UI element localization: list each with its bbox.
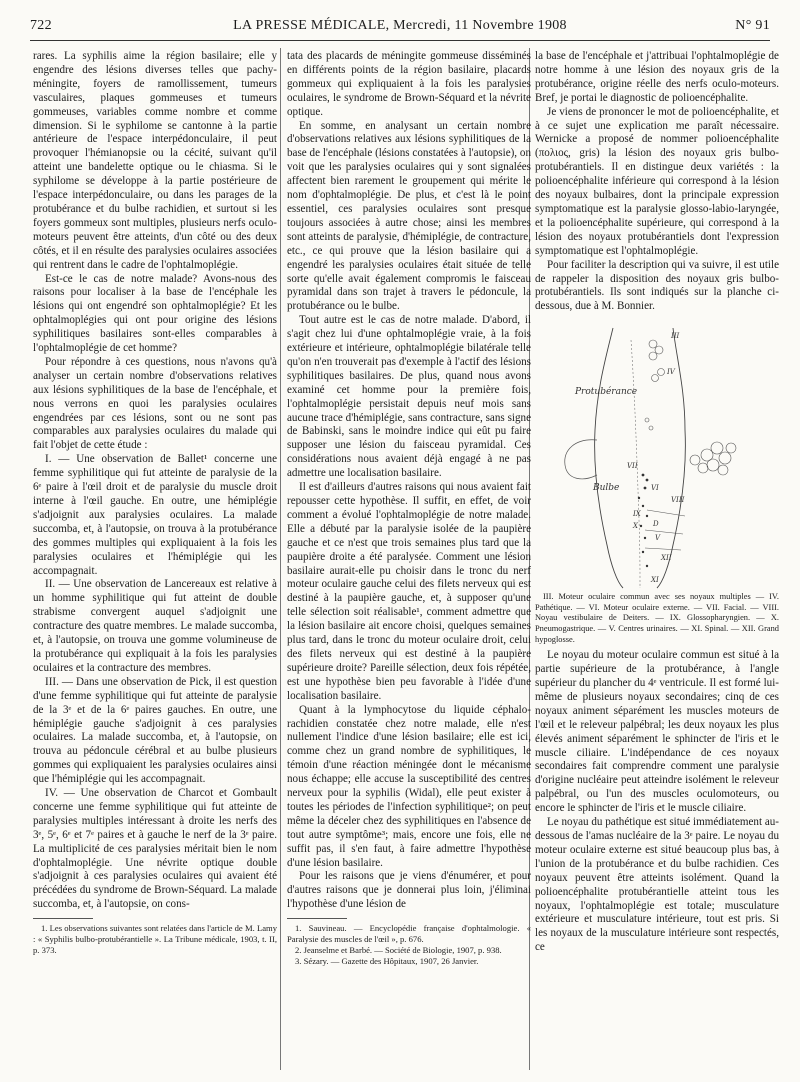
paragraph: Le noyau du pathétique est situé immédiatement au-dessous de l'amas nucléaire de la 3ᵉ paire. Le noyau du moteur oculaire externe est situé beaucoup plus bas, à l'union de la protubérance et du bulbe rachidien. Ces noyaux peuvent être atteints isolément. Quand la polioencéphalite protubérantielle atteint tous les noyaux, l'ophtalmoplégie est totale; musculature extérieure et musculature intérieure, tout est pris. Si les noyaux de la musculature intérieure sont respectés, ce [535,816,779,954]
roman-numeral: XII [661,554,672,563]
paragraph: En somme, en analysant un certain nombre d'observations relatives aux lésions syphilitiques de la base de l'encéphale (lésions constatées à l'autopsie), on voit que les paralysies oculaires qui y sont signalées affectent bien rarement le groupement qui mérite le nom d'ophtalmoplégie. De plus, et c'est là le point essentiel, ces paralysies oculaires sont presque toujours associées à autre chose; ainsi les membres sont atteints de paralysie, d'hémiplégie, de contracture, etc., ce qui prouve que la lésion basilaire qui a engendré les paralysies oculaires était située de telle sorte qu'elle avait également compromis le faisceau pyramidal dans son trajet à travers le pédoncule, la protubérance ou le bulbe. [287,119,531,313]
footnote: 1. Les observations suivantes sont relatées dans l'article de M. Lamy : « Syphilis bulbo-protubérantielle ». La Tribune médicale, 1903, t. II, p. 373. [33,923,277,956]
roman-numeral: V [655,534,661,543]
roman-numeral: VIII [671,496,685,505]
paragraph: Pour les raisons que je viens d'énumérer, et pour d'autres raisons que je donnerai plus loin, j'éliminai l'hypothèse d'une lésion de [287,870,531,911]
roman-numeral: III [671,332,680,341]
column-divider-1 [280,48,281,1070]
roman-numeral: IV [667,368,675,377]
roman-numeral: XI [651,576,659,585]
journal-title: LA PRESSE MÉDICALE, Mercredi, 11 Novembre 1908 [233,18,567,33]
paragraph: Je viens de prononcer le mot de polioencéphalite, et à ce sujet une explication me paraît nécessaire. Wernicke a proposé de nommer polioencéphalite (πολιος, gris) la lésion des noyaux gris bulbo-protubérantiels. Il en distingue deux variétés : la polioencéphalite inférieure qui correspond à la lésion des noyaux bulbaires, dont la principale expression symptomatique est la paralysie glosso-labio-laryngée, et la polioencéphalite supérieure, qui correspond à la lésion des noyaux protubérantiels dont l'expression symptomatique est l'ophtalmoplégie. [535,105,779,257]
paragraph: rares. La syphilis aime la région basilaire; elle y engendre des lésions diverses telles que pachy-méningite, foyers de ramollissement, tumeurs vasculaires, plaques gommeuses et tumeurs gommeuses, variables comme nombre et comme dimension. Si le syphilome se cantonne à la partie antérieure de l'espace interpédonculaire, il peut provoquer l'hémianopsie ou la cécité, suivant qu'il atteint une bandelette optique ou le chiasma. Si le syphilome se développe à la partie postérieure de l'espace interpédonculaire, ou dans les parages de la protubérance et du bulbe rachidien, et surtout si les foyers gommeux sont multiples, plusieurs nerfs oculo-moteurs peuvent être atteints, d'un côté ou des deux côtés, et il en résulte des paralysies oculaires associées qui rentrent dans le cadre de l'ophtalmoplégie. [33,50,277,271]
roman-numeral: VII [627,462,638,471]
label-protuberance: Protubérance [575,387,638,398]
footnote: 1. Sauvineau. — Encyclopédie française d'ophtalmologie. « Paralysie des muscles de l'œil », p. 676. [287,923,531,945]
paragraph: Le noyau du moteur oculaire commun est situé à la partie supérieure de la protubérance, à l'angle supérieur du plancher du 4ᵉ ventricule. Il est formé lui-même de plusieurs noyaux secondaires; cinq de ces noyaux animent séparément les muscles moteurs de l'œil et le releveur palpébral; les deux noyaux les plus élevés animent séparément le sphincter de l'iris et le muscle ciliaire. L'indépendance de ces noyaux secondaires fait comprendre comment une paralysie d'origine nucléaire peut atteindre isolément le releveur palpébral, ou l'un des muscles oculomoteurs, ou encore le sphincter de l'iris et le muscle ciliaire. [535,649,779,815]
column-1 [33,50,277,956]
observation-4: IV. — Une observation de Charcot et Gombault concerne une femme syphilitique qui fut atteinte de paralysies multiples intéressant à droite les nerfs des 3ᵉ, 5ᵉ, 6ᵉ et 7ᵉ paires et à gauche le nerf de la 3ᵉ paire. La multiplicité de ces paralysies méritait bien le nom d'ophtalmoplégie. Une névrite optique double s'adjoignit à ces paralysies oculaires qui avaient été précédées du syndrome de Brown-Séquard. La malade succomba, et, à l'autopsie, on cons- [33,787,277,911]
paragraph: Il est d'ailleurs d'autres raisons qui nous avaient fait repousser cette hypothèse. Il suffit, en effet, de voir comment a évolué l'ophtalmoplégie de notre malade. Elle a débuté par la paralysie isolée de la paupière gauche et ce n'est que trois semaines plus tard que la paupière droite a été paralysée. Comment une lésion basilaire aurait-elle pu choisir dans le tronc du nerf moteur oculaire gauche celui des filets nerveux qui est destiné à la paupière gauche, et, à supposer qu'une telle sélection soit réalisable¹, comment admettre que la lésion basilaire ait encore choisi, quelques semaines plus tard, dans le tronc du moteur oculaire droit, celui des filets nerveux qui est destiné à la paupière supérieure droite? Pareille sélection, deux fois répétée, est une hypothèse bien peu favorable à l'idée d'une localisation basilaire. [287,481,531,702]
observation-2: II. — Une observation de Lancereaux est relative à un homme syphilitique qui fut atteint de double strabisme convergent auquel s'adjoignit une contracture des quatre membres. Le malade succomba, et, à l'autopsie, on trouva une gomme volumineuse de la protubérance qui expliquait à la fois les paralysies oculaires et la contracture des membres. [33,578,277,674]
paragraph: la base de l'encéphale et j'attribuai l'ophtalmoplégie de notre homme à une lésion des noyaux gris de la protubérance, origine réelle des nerfs oculo-moteurs. Bref, je portai le diagnostic de polioencéphalite. [535,50,779,104]
footnote: 2. Jeanselme et Barbé. — Société de Biologie, 1907, p. 938. [295,945,502,956]
paragraph: Tout autre est le cas de notre malade. D'abord, il s'agit chez lui d'une ophtalmoplégie vraie, à la fois extérieure et intérieure, ophtalmoplégie bilatérale telle qu'on n'en trouverait pas d'exemple à l'actif des lésions syphilitiques basilaires. De plus, quand nous avons examiné cet homme pour la première fois, l'ophtalmoplégie persistait depuis neuf mois sans aucune trace d'hémiplégie, sans contracture, sans signe de Babinski, sans le moindre indice qui eût pu faire supposer une lésion du faisceau pyramidal. Ces considérations nous avaient déjà engagé à ne pas admettre une localisation basilaire. [287,314,531,480]
roman-numeral: IX [633,510,641,519]
observation-1: I. — Une observation de Ballet¹ concerne une femme syphilitique qui fut atteinte de paralysie de la 6ᵉ paire à l'œil droit et de paralysie du muscle droit interne à l'œil gauche. En outre, une hémiplégie s'adjoignit aux paralysies oculaires. La malade succomba, et, à l'autopsie, on trouva à la protubérance des gommes multiples qui expliquaient à la fois les paralysies oculaires et l'hémiplégie qui les accompagnait. [33,453,277,577]
issue-number: N° 91 [735,18,770,33]
label-bulbe: Bulbe [593,483,620,494]
brainstem-nuclei-figure [535,320,779,590]
paragraph: Pour répondre à ces questions, nous n'avons qu'à analyser un certain nombre d'observations relatives aux lésions syphilitiques de la base de l'encéphale, et nous verrons en quoi les paralysies oculaires engendrées par ces lésions, sont ou ne sont pas comparables aux paralysies oculaires du malade qui fait l'objet de cette étude : [33,355,277,452]
page-number: 722 [30,18,52,33]
footnote-rule [287,918,347,919]
footnote-rule [33,918,93,919]
footnote: 3. Sézary. — Gazette des Hôpitaux, 1907, 26 Janvier. [295,956,479,967]
paragraph: Pour faciliter la description qui va suivre, il est utile de rappeler la disposition des noyaux gris bulbo-protubérantiels. Ils sont indiqués sur la planche ci-dessous, due à M. Bonnier. [535,258,779,313]
roman-numeral: D [653,520,659,529]
observation-3: III. — Dans une observation de Pick, il est question d'une femme syphilitique qui fut atteinte de paralysie de la 3ᵉ et de la 6ᵉ paires gauches. En outre, une hémiplégie gauche s'adjoignit à ces paralysies oculaires. La malade succomba, et, à l'autopsie, on trouva au pédoncule cérébral et au bulbe plusieurs gommes qui expliquaient les paralysies oculaires ainsi que l'hémiplégie qui les accompagnait. [33,675,277,786]
brainstem-drawing [535,320,779,590]
column-2 [287,50,531,967]
roman-numeral: X [633,522,638,531]
roman-numeral: VI [651,484,659,493]
paragraph: tata des placards de méningite gommeuse disséminés en différents points de la région basilaire, placards gommeux qui expliquaient à la fois les paralysies oculaires, le syndrome de Brown-Séquard et la névrite optique. [287,50,531,118]
paragraph: Est-ce le cas de notre malade? Avons-nous des raisons pour localiser à la base de l'encéphale les lésions qui ont engendré son ophtalmoplégie? Et les ophtalmoplégies qui ont pour origine des lésions syphilitiques basilaires sont-elles comparables à l'ophtalmoplégie de cet homme? [33,272,277,355]
figure-caption: III. Moteur oculaire commun avec ses noyaux multiples — IV. Pathétique. — VI. Moteur oculaire externe. — VII. Facial. — VIII. Noyau vestibulaire de Deiters. — IX. Glossopharyngien. — X. Pneumogastrique. — V. Centres urinaires. — XI. Spinal. — XII. Grand hypoglosse. [535,592,779,644]
header-rule [30,40,770,41]
paragraph: Quant à la lymphocytose du liquide céphalo-rachidien constatée chez notre malade, elle n'est nullement l'indice d'une lésion basilaire; elle est ici, comme chez un grand nombre de syphilitiques, le témoin d'une réaction méningée dont le mécanisme nous échappe; elle accuse la susceptibilité des centres nerveux pour la syphilis (Widal), elle peut exister à toutes les périodes de l'infection syphilitique²; on peut même la déceler chez des syphilitiques en l'absence de tout autre symptôme³; mais, encore une fois, elle ne suffit pas, il s'en faut, à faire admettre l'hypothèse d'une lésion basilaire. [287,703,531,869]
column-3 [535,50,779,955]
page-header [30,18,770,38]
